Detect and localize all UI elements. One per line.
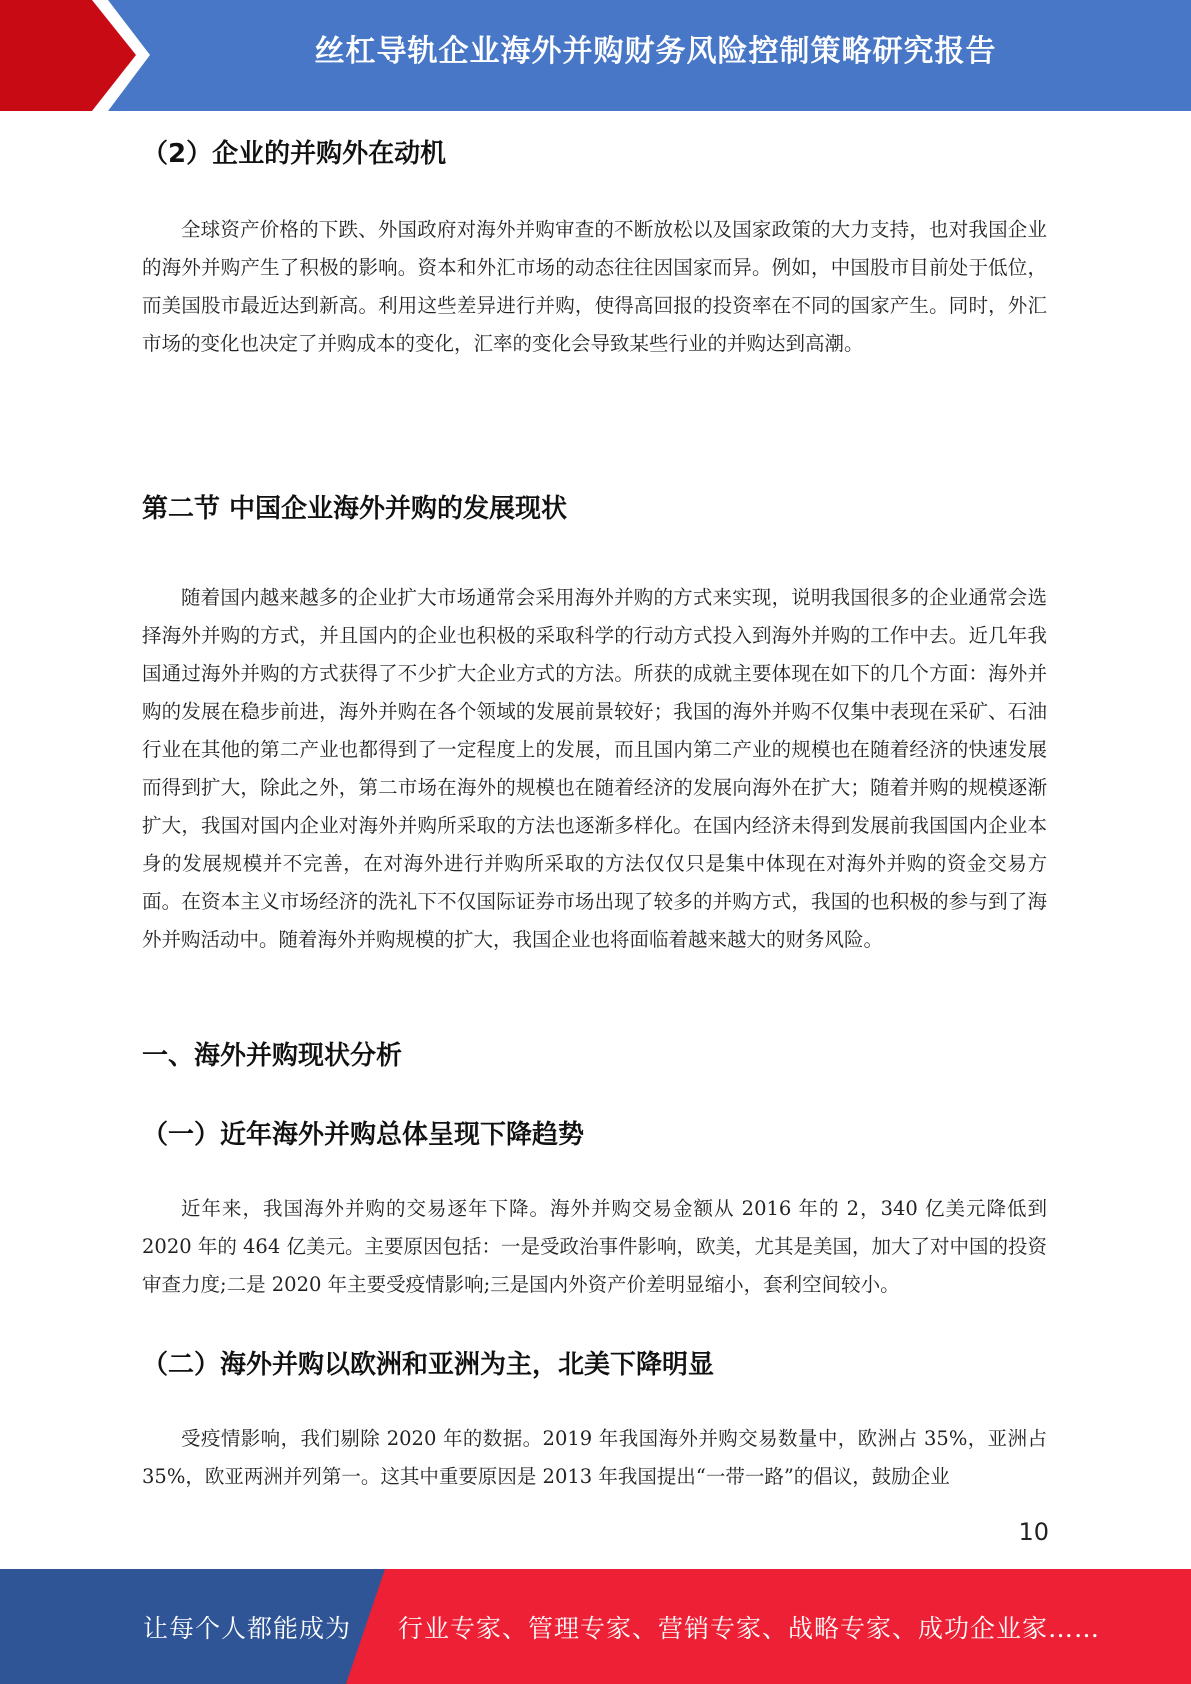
trend-paragraph: 近年来，我国海外并购的交易逐年下降。海外并购交易金额从 2016 年的 2，340 亿美元降低到 2020 年的 464 亿美元。主要原因包括：一是受政治事件影响，欧美，尤其是美国，加大了对中国的投资审查力度;二是 2020 年主要受疫情影响;三是国内外资产价差明显缩小，套利空间较小。 [142, 1197, 1047, 1296]
section2-paragraph: 随着国内越来越多的企业扩大市场通常会采用海外并购的方式来实现，说明我国很多的企业通常会选择海外并购的方式，并且国内的企业也积极的采取科学的行动方式投入到海外并购的工作中去。近几年我国通过海外并购的方式获得了不少扩大企业方式的方法。所获的成就主要体现在如下的几个方面：海外并购的发展在稳步前进，海外并购在各个领域的发展前景较好；我国的海外并购不仅集中表现在采矿、石油行业在其他的第二产业也都得到了一定程度上的发展，而且国内第二产业的规模也在随着经济的快速发展而得到扩大，除此之外，第二市场在海外的规模也在随着经济的发展向海外在扩大；随着并购的规模逐渐扩大，我国对国内企业对海外并购所采取的方法也逐渐多样化。在国内经济未得到发展前我国国内企业本身的发展规模并不完善，在对海外进行并购所采取的方法仅仅只是集中体现在对海外并购的资金交易方面。在资本主义市场经济的洗礼下不仅国际证券市场出现了较多的并购方式，我国的也积极的参与到了海外并购活动中。随着海外并购规模的扩大，我国企业也将面临着越来越大的财务风险。 [142, 586, 1047, 951]
header-red-block [0, 0, 148, 111]
report-title: 丝杠导轨企业海外并购财务风险控制策略研究报告 [314, 34, 997, 69]
page-header [0, 0, 1191, 111]
region-heading: （二）海外并购以欧洲和亚洲为主，北美下降明显 [142, 1350, 715, 1380]
page-footer [0, 1569, 1191, 1684]
footer-slogan-right: 行业专家、管理专家、营销专家、战略专家、成功企业家…… [398, 1614, 1101, 1643]
page-number: 10 [1018, 1518, 1049, 1546]
section2-heading: 第二节 中国企业海外并购的发展现状 [142, 494, 568, 524]
footer-slogan-left: 让每个人都能成为 [143, 1614, 352, 1643]
region-paragraph: 受疫情影响，我们剔除 2020 年的数据。2019 年我国海外并购交易数量中，欧洲占 35%，亚洲占 35%，欧亚两洲并列第一。这其中重要原因是 2013 年我国提出“一带一路”的倡议，鼓励企业 [142, 1427, 1047, 1488]
motive-heading: （2）企业的并购外在动机 [142, 139, 447, 169]
trend-heading: （一）近年海外并购总体呈现下降趋势 [142, 1120, 585, 1150]
motive-paragraph: 全球资产价格的下跌、外国政府对海外并购审查的不断放松以及国家政策的大力支持，也对我国企业的海外并购产生了积极的影响。资本和外汇市场的动态往往因国家而异。例如，中国股市目前处于低位，而美国股市最近达到新高。利用这些差异进行并购，使得高回报的投资率在不同的国家产生。同时，外汇市场的变化也决定了并购成本的变化，汇率的变化会导致某些行业的并购达到高潮。 [142, 218, 1047, 355]
analysis-heading: 一、海外并购现状分析 [142, 1041, 403, 1071]
